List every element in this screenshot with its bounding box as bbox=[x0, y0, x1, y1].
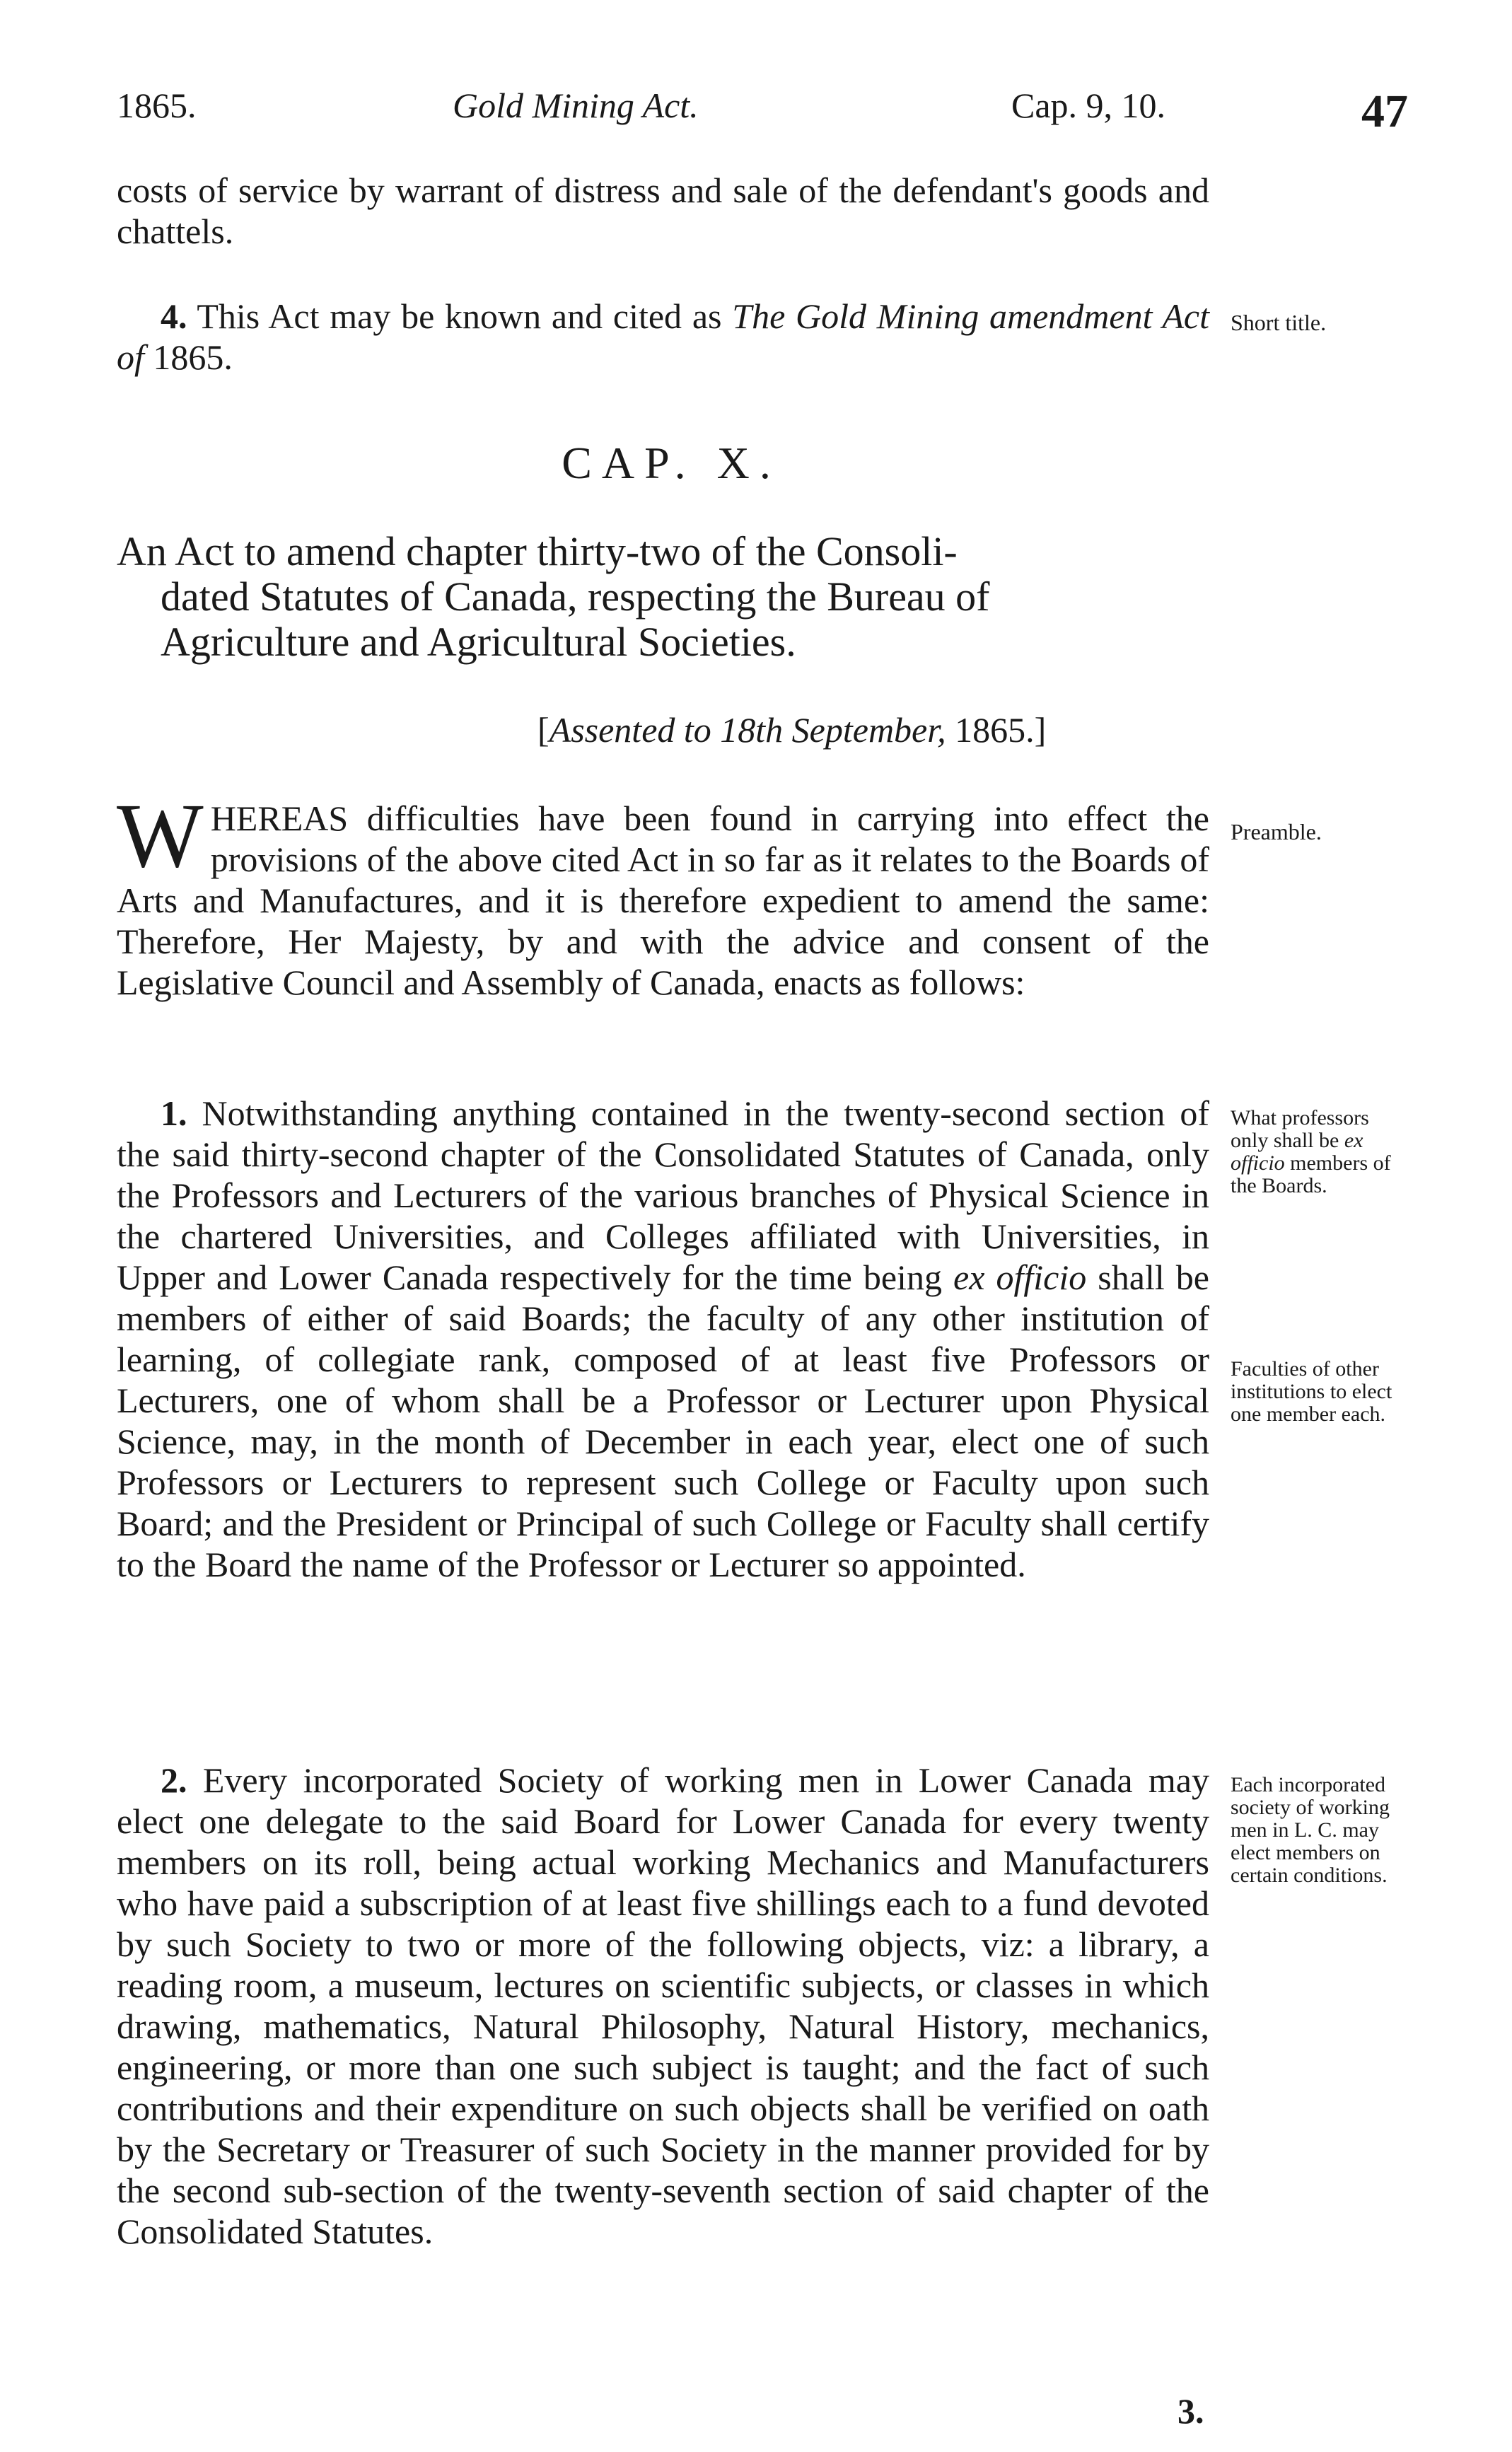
section-4-year: 1865. bbox=[153, 337, 233, 377]
margin-note-short-title: Short title. bbox=[1231, 310, 1327, 335]
running-header bbox=[117, 85, 1408, 141]
assent-date: [Assented to 18th September, 1865.] bbox=[537, 710, 1047, 750]
header-chapter: Cap. 9, 10. bbox=[1011, 86, 1166, 125]
section-4-citation: The Gold Mining amendment Act of bbox=[117, 296, 1209, 377]
section-2-number: 2. bbox=[161, 1760, 187, 1800]
chapter-heading: CAP. X. bbox=[562, 438, 781, 488]
section-1-number: 1. bbox=[161, 1093, 187, 1133]
margin-note-societies: Each incorporated society of working men in L. C. may elect members on certain conditions. bbox=[1231, 1773, 1390, 1887]
catchword: 3. bbox=[1177, 2391, 1204, 2431]
act-title-line-1: An Act to amend chapter thirty-two of the Consoli- bbox=[117, 528, 958, 574]
continuation-paragraph bbox=[117, 170, 1209, 252]
section-1-ex-officio: ex officio bbox=[953, 1257, 1087, 1297]
page-number: 47 bbox=[1361, 86, 1408, 137]
section-1-text-a: Notwithstanding anything contained in the twenty-second section of the said thirty-second chapter of the Consolidated Statutes of Canada, only the Professors and Lecturers of the various branches of Physical Science in the chartered Universities, and Colleges affiliated with Universities, in Upper and Lower Canada respectively for the time being bbox=[117, 1093, 1209, 1297]
preamble bbox=[117, 785, 1209, 1003]
section-4-number: 4. bbox=[161, 296, 187, 336]
act-title-line-3: Agriculture and Agricultural Societies. bbox=[161, 619, 796, 665]
continuation-text: costs of service by warrant of distress and sale of the defendant's goods and chattels. bbox=[117, 170, 1209, 251]
margin-note-faculties: Faculties of other institutions to elect one member each. bbox=[1231, 1357, 1392, 1426]
act-title-line-2: dated Statutes of Canada, respecting the Bureau of bbox=[161, 574, 990, 620]
section-1 bbox=[117, 1093, 1209, 1585]
margin-note-professors: What professors only shall be ex officio members of the Boards. bbox=[1231, 1106, 1391, 1197]
assent-italic: Assented to 18th September, bbox=[549, 710, 946, 750]
margin-note-preamble: Preamble. bbox=[1231, 819, 1322, 844]
section-2-text: Every incorporated Society of working men in Lower Canada may elect one delegate to the said Board for Lower Canada for every twenty members on its roll, being actual working Mechanics and Manufacturers who have paid a subscription of at least five shillings each to a fund devoted by such Society to two or more of the following objects, viz: a library, a reading room, a museum, lectures on scientific subjects, or classes in which drawing, mathematics, Natural Philosophy, Natural History, mechanics, engineering, or more than one such subject is taught; and the fact of such contributions and their expenditure on such objects shall be verified on oath by the Secretary or Treasurer of such Society in the manner provided for by the second sub-section of the twenty-seventh section of said chapter of the Consolidated Statutes. bbox=[117, 1760, 1209, 2251]
preamble-text: HEREAS difficulties have been found in carrying into effect the provisions of the above cited Act in so far as it relates to the Boards of Arts and Manufactures, and it is therefore expedient to amend the same: Therefore, Her Majesty, by and with the advice and consent of the Legislative Council and Assembly of Canada, enacts as follows: bbox=[117, 798, 1209, 1002]
section-1-text-b: shall be members of either of said Boards; the faculty of any other institution of learning, of collegiate rank, composed of at least five Professors or Lecturers, one of whom shall be a Professor or Lecturer upon Physical Science, may, in the month of December in each year, elect one of such Professors or Lecturers to represent such College or Faculty upon such Board; and the President or Principal of such College or Faculty shall certify to the Board the name of the Professor or Lecturer so appointed. bbox=[117, 1257, 1209, 1584]
header-year: 1865. bbox=[117, 86, 197, 125]
drop-cap-initial: W bbox=[117, 785, 204, 887]
header-title: Gold Mining Act. bbox=[453, 86, 699, 125]
section-4-text: This Act may be known and cited as bbox=[197, 296, 722, 336]
section-4 bbox=[117, 296, 1209, 378]
act-title bbox=[117, 529, 1209, 665]
section-2 bbox=[117, 1760, 1209, 2252]
